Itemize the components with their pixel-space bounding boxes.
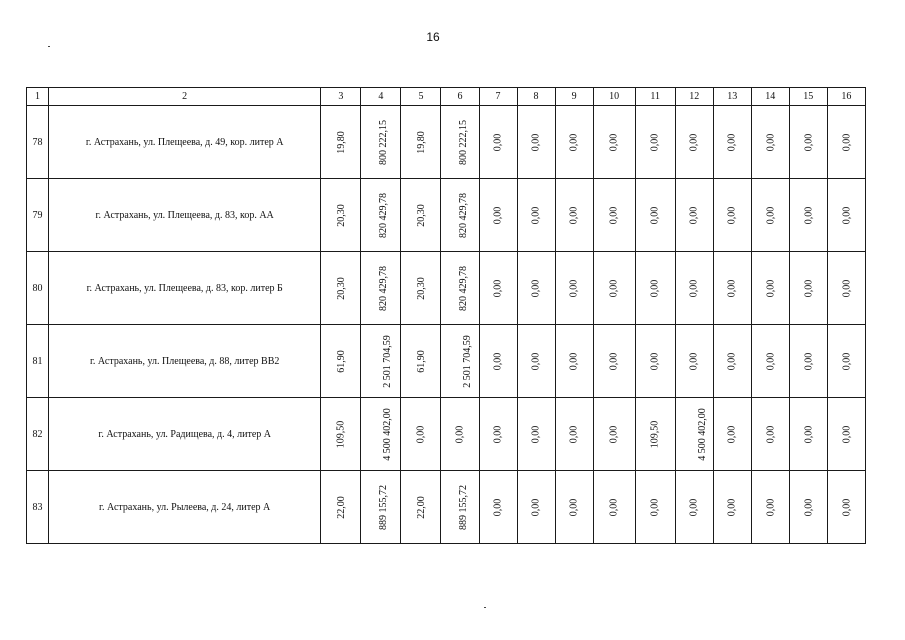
value-cell-col-16 [827, 252, 865, 325]
value-text: 0,00 [649, 498, 661, 516]
value-text: 0,00 [608, 279, 620, 297]
value-cell-col-6 [441, 398, 479, 471]
value-cell-col-12 [675, 325, 713, 398]
value-text: 109,50 [335, 420, 347, 448]
column-number-3: 3 [321, 88, 361, 106]
column-number-11: 11 [635, 88, 675, 106]
value-text: 0,00 [688, 206, 700, 224]
value-cell-col-11 [635, 471, 675, 544]
value-text: 19,80 [415, 130, 427, 154]
value-cell-col-8 [517, 325, 555, 398]
value-cell-col-4 [361, 106, 401, 179]
value-cell-col-16 [827, 471, 865, 544]
value-text: 0,00 [568, 498, 580, 516]
value-cell-col-15 [789, 106, 827, 179]
value-cell-col-8 [517, 252, 555, 325]
value-text: 0,00 [726, 498, 738, 516]
value-text: 0,00 [840, 279, 852, 297]
value-text: 0,00 [726, 133, 738, 151]
value-cell-col-16 [827, 179, 865, 252]
value-text: 0,00 [649, 206, 661, 224]
value-cell-col-10 [593, 398, 635, 471]
value-text: 0,00 [764, 425, 776, 443]
value-text: 0,00 [530, 498, 542, 516]
value-text: 0,00 [568, 206, 580, 224]
value-cell-col-11 [635, 398, 675, 471]
value-text: 19,80 [335, 130, 347, 154]
value-cell-col-9 [555, 179, 593, 252]
value-text: 0,00 [764, 133, 776, 151]
value-cell-col-13 [713, 179, 751, 252]
value-cell-col-11 [635, 325, 675, 398]
value-cell-col-4 [361, 325, 401, 398]
value-text: 0,00 [492, 352, 504, 370]
value-text: 61,90 [415, 349, 427, 373]
value-cell-col-5 [401, 398, 441, 471]
value-text: 0,00 [688, 498, 700, 516]
value-cell-col-5 [401, 471, 441, 544]
value-cell-col-13 [713, 398, 751, 471]
value-text: 0,00 [530, 279, 542, 297]
value-text: 0,00 [764, 498, 776, 516]
value-text: 0,00 [840, 352, 852, 370]
value-cell-col-14 [751, 252, 789, 325]
value-text: 0,00 [802, 425, 814, 443]
value-cell-col-8 [517, 471, 555, 544]
value-text: 2 501 704,59 [382, 334, 394, 388]
table-row [27, 471, 866, 544]
value-cell-col-15 [789, 325, 827, 398]
address-cell: г. Астрахань, ул. Плещеева, д. 49, кор. литер А [49, 106, 321, 179]
column-number-7: 7 [479, 88, 517, 106]
value-cell-col-9 [555, 106, 593, 179]
value-cell-col-8 [517, 106, 555, 179]
value-text: 820 429,78 [378, 265, 390, 311]
value-cell-col-16 [827, 398, 865, 471]
value-cell-col-3 [321, 325, 361, 398]
value-cell-col-9 [555, 325, 593, 398]
value-text: 820 429,78 [458, 192, 470, 238]
value-text: 0,00 [649, 133, 661, 151]
value-cell-col-4 [361, 398, 401, 471]
address-cell: г. Астрахань, ул. Плещеева, д. 83, кор. литер Б [49, 252, 321, 325]
value-text: 0,00 [802, 279, 814, 297]
value-text: 0,00 [492, 279, 504, 297]
value-cell-col-9 [555, 252, 593, 325]
value-cell-col-7 [479, 471, 517, 544]
value-cell-col-11 [635, 252, 675, 325]
value-text: 889 155,72 [458, 484, 470, 530]
value-text: 0,00 [568, 133, 580, 151]
value-text: 0,00 [688, 133, 700, 151]
value-text: 0,00 [802, 206, 814, 224]
value-text: 0,00 [415, 425, 427, 443]
value-text: 0,00 [802, 352, 814, 370]
value-cell-col-7 [479, 179, 517, 252]
value-text: 0,00 [608, 425, 620, 443]
value-cell-col-8 [517, 398, 555, 471]
value-text: 0,00 [649, 279, 661, 297]
value-cell-col-7 [479, 398, 517, 471]
value-cell-col-16 [827, 106, 865, 179]
value-cell-col-8 [517, 179, 555, 252]
value-cell-col-4 [361, 471, 401, 544]
value-cell-col-14 [751, 398, 789, 471]
scan-speck [48, 46, 50, 47]
value-cell-col-10 [593, 252, 635, 325]
value-text: 0,00 [530, 206, 542, 224]
value-cell-col-6 [441, 325, 479, 398]
value-text: 889 155,72 [378, 484, 390, 530]
value-text: 0,00 [492, 133, 504, 151]
value-text: 0,00 [492, 425, 504, 443]
value-text: 820 429,78 [458, 265, 470, 311]
value-text: 0,00 [454, 425, 466, 443]
value-cell-col-10 [593, 179, 635, 252]
value-text: 109,50 [649, 420, 661, 448]
column-number-10: 10 [593, 88, 635, 106]
row-number: 78 [27, 106, 49, 179]
value-text: 4 500 402,00 [382, 407, 394, 461]
value-text: 0,00 [568, 352, 580, 370]
value-text: 800 222,15 [378, 119, 390, 165]
value-cell-col-14 [751, 325, 789, 398]
row-number: 81 [27, 325, 49, 398]
value-text: 0,00 [726, 352, 738, 370]
value-cell-col-3 [321, 106, 361, 179]
row-number: 82 [27, 398, 49, 471]
value-cell-col-9 [555, 398, 593, 471]
address-cell: г. Астрахань, ул. Радищева, д. 4, литер А [49, 398, 321, 471]
address-cell: г. Астрахань, ул. Плещеева, д. 83, кор. АА [49, 179, 321, 252]
value-cell-col-6 [441, 252, 479, 325]
value-text: 20,30 [335, 203, 347, 227]
value-text: 0,00 [530, 425, 542, 443]
column-number-12: 12 [675, 88, 713, 106]
value-text: 0,00 [726, 279, 738, 297]
row-number: 80 [27, 252, 49, 325]
value-cell-col-11 [635, 179, 675, 252]
value-cell-col-13 [713, 325, 751, 398]
value-text: 0,00 [568, 425, 580, 443]
value-cell-col-12 [675, 471, 713, 544]
value-cell-col-10 [593, 471, 635, 544]
value-cell-col-7 [479, 106, 517, 179]
row-number: 79 [27, 179, 49, 252]
value-cell-col-15 [789, 398, 827, 471]
value-text: 0,00 [802, 133, 814, 151]
value-text: 0,00 [608, 352, 620, 370]
column-number-8: 8 [517, 88, 555, 106]
column-number-14: 14 [751, 88, 789, 106]
value-text: 820 429,78 [378, 192, 390, 238]
value-text: 0,00 [530, 133, 542, 151]
value-text: 0,00 [649, 352, 661, 370]
table-row [27, 252, 866, 325]
value-text: 800 222,15 [458, 119, 470, 165]
value-text: 0,00 [802, 498, 814, 516]
value-text: 0,00 [840, 206, 852, 224]
column-number-4: 4 [361, 88, 401, 106]
value-text: 0,00 [688, 279, 700, 297]
value-text: 0,00 [608, 133, 620, 151]
value-cell-col-16 [827, 325, 865, 398]
value-cell-col-9 [555, 471, 593, 544]
value-cell-col-5 [401, 252, 441, 325]
value-cell-col-4 [361, 179, 401, 252]
table-row [27, 106, 866, 179]
value-cell-col-3 [321, 252, 361, 325]
column-number-6: 6 [441, 88, 479, 106]
value-text: 0,00 [492, 206, 504, 224]
value-text: 0,00 [840, 133, 852, 151]
value-text: 0,00 [492, 498, 504, 516]
value-text: 20,30 [415, 276, 427, 300]
column-number-9: 9 [555, 88, 593, 106]
value-text: 0,00 [840, 425, 852, 443]
column-number-16: 16 [827, 88, 865, 106]
value-cell-col-3 [321, 179, 361, 252]
column-number-2: 2 [49, 88, 321, 106]
value-cell-col-12 [675, 106, 713, 179]
value-text: 0,00 [688, 352, 700, 370]
value-cell-col-13 [713, 471, 751, 544]
value-cell-col-13 [713, 106, 751, 179]
value-cell-col-15 [789, 471, 827, 544]
value-text: 22,00 [415, 495, 427, 519]
value-text: 0,00 [764, 206, 776, 224]
value-cell-col-12 [675, 252, 713, 325]
column-number-5: 5 [401, 88, 441, 106]
table-row [27, 325, 866, 398]
scan-speck [484, 607, 486, 608]
column-number-1: 1 [27, 88, 49, 106]
value-cell-col-12 [675, 398, 713, 471]
table-row [27, 179, 866, 252]
value-text: 0,00 [608, 498, 620, 516]
row-number: 83 [27, 471, 49, 544]
column-number-row [27, 88, 866, 106]
address-cell: г. Астрахань, ул. Плещеева, д. 88, литер ВВ2 [49, 325, 321, 398]
table-row [27, 398, 866, 471]
value-cell-col-3 [321, 471, 361, 544]
value-cell-col-4 [361, 252, 401, 325]
value-cell-col-5 [401, 106, 441, 179]
value-text: 0,00 [840, 498, 852, 516]
value-text: 0,00 [726, 425, 738, 443]
value-cell-col-10 [593, 325, 635, 398]
value-cell-col-11 [635, 106, 675, 179]
register-table [26, 87, 866, 544]
value-cell-col-7 [479, 252, 517, 325]
value-cell-col-15 [789, 179, 827, 252]
value-text: 20,30 [415, 203, 427, 227]
value-cell-col-14 [751, 471, 789, 544]
value-cell-col-3 [321, 398, 361, 471]
value-text: 0,00 [726, 206, 738, 224]
column-number-13: 13 [713, 88, 751, 106]
value-cell-col-12 [675, 179, 713, 252]
address-cell: г. Астрахань, ул. Рылеева, д. 24, литер А [49, 471, 321, 544]
value-text: 2 501 704,59 [462, 334, 474, 388]
value-cell-col-10 [593, 106, 635, 179]
value-cell-col-14 [751, 106, 789, 179]
value-text: 0,00 [530, 352, 542, 370]
value-text: 0,00 [568, 279, 580, 297]
value-text: 4 500 402,00 [696, 407, 708, 461]
value-text: 0,00 [764, 279, 776, 297]
value-text: 0,00 [608, 206, 620, 224]
value-text: 22,00 [335, 495, 347, 519]
value-cell-col-6 [441, 179, 479, 252]
page-number: 16 [426, 30, 440, 44]
value-cell-col-5 [401, 325, 441, 398]
value-cell-col-15 [789, 252, 827, 325]
value-cell-col-14 [751, 179, 789, 252]
value-text: 20,30 [335, 276, 347, 300]
value-cell-col-7 [479, 325, 517, 398]
column-number-15: 15 [789, 88, 827, 106]
value-cell-col-6 [441, 471, 479, 544]
value-cell-col-6 [441, 106, 479, 179]
value-text: 0,00 [764, 352, 776, 370]
value-text: 61,90 [335, 349, 347, 373]
value-cell-col-13 [713, 252, 751, 325]
value-cell-col-5 [401, 179, 441, 252]
